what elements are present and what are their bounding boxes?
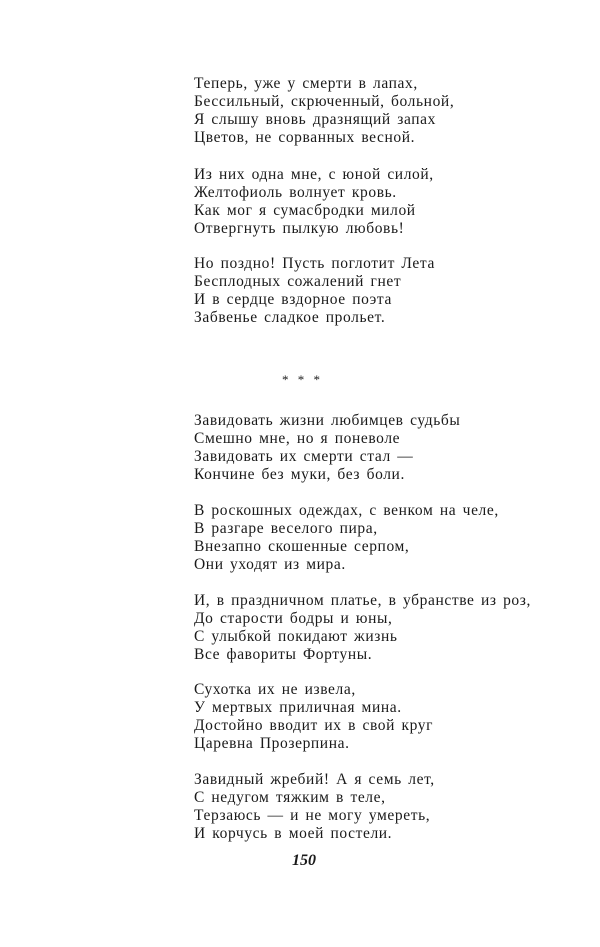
verse-line: Они уходят из мира. <box>194 556 346 573</box>
verse-line: Бессильный, скрюченный, больной, <box>194 93 455 110</box>
verse-line: Цветов, не сорванных весной. <box>194 129 416 146</box>
verse-line: Завидовать их смерти стал — <box>194 448 414 465</box>
stanza <box>194 166 434 238</box>
stanza <box>194 75 454 147</box>
verse-line: У мертвых приличная мина. <box>194 699 402 716</box>
verse-line: Царевна Прозерпина. <box>194 735 350 752</box>
verse-line: Сухотка их не извела, <box>194 681 356 698</box>
verse-line: Из них одна мне, с юной силой, <box>194 166 434 183</box>
verse-line: И, в праздничном платье, в убранстве из роз, <box>194 592 531 609</box>
verse-line: И корчусь в моей постели. <box>194 825 393 842</box>
verse-line: С улыбкой покидают жизнь <box>194 628 398 645</box>
verse-line: Терзаюсь — и не могу умереть, <box>194 807 431 824</box>
verse-line: Забвенье сладкое прольет. <box>194 309 386 326</box>
verse-line: Завидовать жизни любимцев судьбы <box>194 412 461 429</box>
verse-line: До старости бодры и юны, <box>194 610 393 627</box>
stanza <box>194 502 499 574</box>
verse-line: И в сердце вздорное поэта <box>194 291 392 308</box>
stanza <box>194 681 433 753</box>
verse-line: Но поздно! Пусть поглотит Лета <box>194 255 435 272</box>
verse-line: Внезапно скошенные серпом, <box>194 538 410 555</box>
stanza <box>194 255 435 327</box>
verse-line: Отвергнуть пылкую любовь! <box>194 220 405 237</box>
verse-line: Я слышу вновь дразнящий запах <box>194 111 437 128</box>
verse-line: Как мог я сумасбродки милой <box>194 202 416 219</box>
stanza <box>194 412 460 484</box>
verse-line: Завидный жребий! А я семь лет, <box>194 771 435 788</box>
verse-line: Желтофиоль волнует кровь. <box>194 184 397 201</box>
verse-line: В разгаре веселого пира, <box>194 520 378 537</box>
verse-line: С недугом тяжким в теле, <box>194 789 386 806</box>
verse-line: Все фавориты Фортуны. <box>194 646 373 663</box>
verse-line: В роскошных одеждах, с венком на челе, <box>194 502 499 519</box>
verse-line: Достойно вводит их в свой круг <box>194 717 434 734</box>
verse-line: Бесплодных сожалений гнет <box>194 273 402 290</box>
stanza <box>194 771 435 843</box>
verse-line: Смешно мне, но я поневоле <box>194 430 401 447</box>
verse-line: Теперь, уже у смерти в лапах, <box>194 75 418 92</box>
section-separator: * * * <box>282 372 323 387</box>
verse-line: Кончине без муки, без боли. <box>194 466 405 483</box>
page-number: 150 <box>292 852 316 869</box>
stanza <box>194 592 531 664</box>
